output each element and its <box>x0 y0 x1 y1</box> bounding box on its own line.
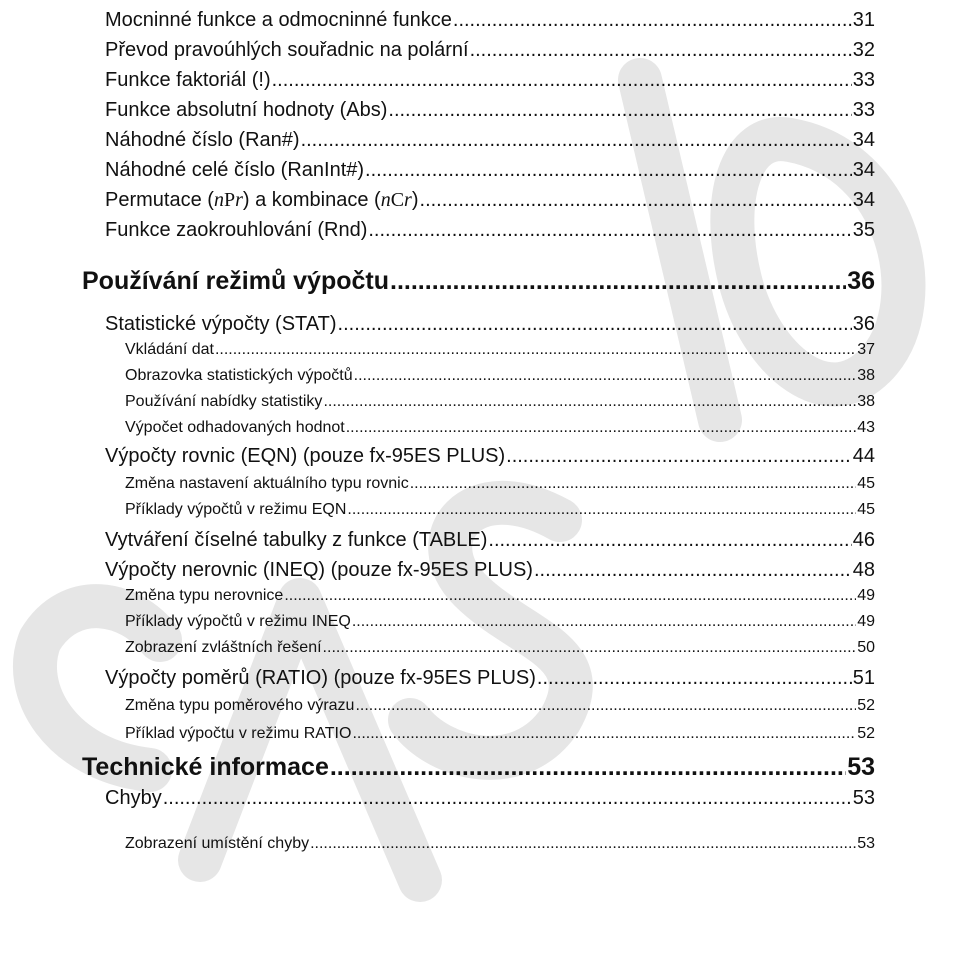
toc-leader-dots <box>453 6 852 34</box>
toc-entry[interactable] <box>105 556 875 584</box>
toc-title-part: Funkce zaokrouhlování (Rnd) <box>105 219 368 241</box>
toc-entry[interactable] <box>82 264 875 298</box>
toc-title-part: Výpočty poměrů (RATIO) (pouze fx-95ES PLUS) <box>105 667 536 689</box>
toc-entry[interactable] <box>105 156 875 184</box>
toc-title-part: Používání režimů výpočtu <box>82 267 390 295</box>
toc-entry[interactable] <box>105 96 875 124</box>
toc-entry-title <box>125 416 345 440</box>
toc-leader-dots <box>163 784 852 812</box>
toc-title-part: Změna nastavení aktuálního typu rovnic <box>125 475 409 492</box>
toc-page-number: 45 <box>857 501 875 518</box>
toc-page-number: 48 <box>852 559 875 581</box>
toc-leader-dots <box>352 722 856 746</box>
toc-title-part: P <box>223 189 236 211</box>
toc-entry[interactable] <box>125 472 875 496</box>
toc-leader-dots <box>354 364 857 388</box>
toc-title-part: Výpočet odhadovaných hodnot <box>125 419 345 436</box>
toc-page-number: 34 <box>852 189 875 211</box>
toc-page-number: 33 <box>852 99 875 121</box>
toc-entry-title <box>105 310 337 338</box>
toc-entry[interactable] <box>105 126 875 154</box>
toc-entry[interactable] <box>105 6 875 34</box>
toc-page-number: 53 <box>847 753 875 781</box>
toc-entry-title <box>125 364 353 388</box>
toc-entry[interactable] <box>125 694 875 718</box>
toc-entry[interactable] <box>125 610 875 634</box>
toc-title-part: Výpočty rovnic (EQN) (pouze fx-95ES PLUS) <box>105 445 506 467</box>
toc-entry-title <box>105 664 536 692</box>
toc-entry[interactable] <box>105 784 875 812</box>
toc-entry[interactable] <box>125 722 875 746</box>
toc-leader-dots <box>330 750 846 784</box>
toc-leader-dots <box>410 472 856 496</box>
toc-leader-dots <box>347 498 856 522</box>
toc-entry-title <box>82 264 389 298</box>
toc-entry[interactable] <box>105 186 875 214</box>
toc-leader-dots <box>215 338 856 362</box>
toc-title-part: Příklad výpočtu v režimu RATIO <box>125 725 352 742</box>
toc-title-part: Funkce faktoriál (!) <box>105 69 271 91</box>
toc-leader-dots <box>310 832 856 856</box>
toc-title-part: n <box>213 189 224 211</box>
toc-page-number: 36 <box>852 313 875 335</box>
toc-title-part: Chyby <box>105 787 162 809</box>
toc-page-number: 35 <box>852 219 875 241</box>
toc-leader-dots <box>323 390 856 414</box>
toc-page-number: 32 <box>852 39 875 61</box>
toc-leader-dots <box>301 126 852 154</box>
toc-entry-title <box>105 556 533 584</box>
toc-title-part: ) <box>411 189 419 211</box>
toc-title-part: Změna typu nerovnice <box>125 587 284 604</box>
toc-entry[interactable] <box>105 310 875 338</box>
toc-leader-dots <box>470 36 852 64</box>
toc-title-part: n <box>380 189 391 211</box>
toc-title-part: Vytváření číselné tabulky z funkce (TABLE) <box>105 529 488 551</box>
toc-entry-title <box>125 636 322 660</box>
toc-entry-title <box>82 750 329 784</box>
toc-entry-title <box>105 6 452 34</box>
toc-title-part: Převod pravoúhlých souřadnic na polární <box>105 39 469 61</box>
toc-entry[interactable] <box>125 390 875 414</box>
toc-leader-dots <box>352 610 856 634</box>
toc-entry[interactable] <box>125 636 875 660</box>
toc-title-part: Obrazovka statistických výpočtů <box>125 367 353 384</box>
toc-entry[interactable] <box>105 664 875 692</box>
toc-entry-title <box>105 216 367 244</box>
toc-entry-title <box>125 390 322 414</box>
toc-entry-title <box>105 126 300 154</box>
toc-entry[interactable] <box>125 416 875 440</box>
toc-page-number: 37 <box>857 341 875 358</box>
toc-title-part: Příklady výpočtů v režimu INEQ <box>125 613 351 630</box>
toc-entry-title <box>125 610 351 634</box>
toc-title-part: Příklady výpočtů v režimu EQN <box>125 501 347 518</box>
toc-title-part: Funkce absolutní hodnoty (Abs) <box>105 99 388 121</box>
toc-leader-dots <box>388 96 851 124</box>
toc-entry-title <box>125 584 283 608</box>
toc-page-number: 49 <box>857 587 875 604</box>
toc-page-number: 50 <box>857 639 875 656</box>
toc-page-number: 53 <box>857 835 875 852</box>
toc-entry-title <box>125 472 409 496</box>
toc-title-part: C <box>390 189 405 211</box>
toc-page-number: 49 <box>857 613 875 630</box>
toc-page-number: 52 <box>857 725 875 742</box>
toc-leader-dots <box>368 216 851 244</box>
toc-title-part: Náhodné celé číslo (RanInt#) <box>105 159 365 181</box>
toc-page-number: 51 <box>852 667 875 689</box>
toc-entry-title <box>105 66 271 94</box>
toc-page-number: 31 <box>852 9 875 31</box>
toc-title-part: Technické informace <box>82 753 329 781</box>
toc-leader-dots <box>420 186 852 214</box>
toc-title-part: Náhodné číslo (Ran#) <box>105 129 300 151</box>
toc-leader-dots <box>272 66 852 94</box>
toc-entry-title <box>105 186 419 214</box>
toc-entry-title <box>125 338 214 362</box>
toc-leader-dots <box>365 156 852 184</box>
toc-entry-title <box>105 36 469 64</box>
toc-title-part: ) a kombinace ( <box>242 189 381 211</box>
toc-entry-title <box>105 156 364 184</box>
toc-title-part: Mocninné funkce a odmocninné funkce <box>105 9 452 31</box>
toc-entry[interactable] <box>125 338 875 362</box>
toc-entry[interactable] <box>105 526 875 554</box>
toc-entry-title <box>125 694 354 718</box>
toc-entry-title <box>105 784 162 812</box>
toc-entry[interactable] <box>125 832 875 856</box>
toc-entry[interactable] <box>82 750 875 784</box>
toc-title-part: Vkládání dat <box>125 341 214 358</box>
toc-page-number: 38 <box>857 367 875 384</box>
toc-title-part: Zobrazení zvláštních řešení <box>125 639 322 656</box>
toc-entry[interactable] <box>105 216 875 244</box>
toc-entry[interactable] <box>125 498 875 522</box>
toc-leader-dots <box>534 556 852 584</box>
toc-title-part: Výpočty nerovnic (INEQ) (pouze fx-95ES PLUS) <box>105 559 533 581</box>
toc-entry[interactable] <box>105 36 875 64</box>
toc-page-number: 52 <box>857 697 875 714</box>
toc-title-part: Zobrazení umístění chyby <box>125 835 310 852</box>
toc-page-number: 45 <box>857 475 875 492</box>
toc-entry-title <box>125 722 351 746</box>
toc-title-part: Používání nabídky statistiky <box>125 393 323 410</box>
toc-entry-title <box>125 832 309 856</box>
toc-entry-title <box>105 526 487 554</box>
toc-leader-dots <box>338 310 852 338</box>
toc-title-part: r <box>404 189 412 211</box>
toc-page-number: 44 <box>852 445 875 467</box>
toc-page-number: 36 <box>847 267 875 295</box>
toc-page-number: 34 <box>852 129 875 151</box>
toc-page-number: 33 <box>852 69 875 91</box>
toc-entry[interactable] <box>105 66 875 94</box>
toc-title-part: Změna typu poměrového výrazu <box>125 697 355 714</box>
toc-leader-dots <box>284 584 856 608</box>
toc-leader-dots <box>537 664 852 692</box>
toc-leader-dots <box>355 694 856 718</box>
toc-leader-dots <box>323 636 857 660</box>
toc-leader-dots <box>506 442 852 470</box>
toc-title-part: Statistické výpočty (STAT) <box>105 313 337 335</box>
toc-page-number: 34 <box>852 159 875 181</box>
toc-title-part: r <box>235 189 243 211</box>
toc-title-part: Permutace ( <box>105 189 214 211</box>
toc-entry-title <box>105 442 505 470</box>
toc-leader-dots <box>390 264 846 298</box>
toc-leader-dots <box>346 416 856 440</box>
toc-entry-title <box>125 498 346 522</box>
toc-page-number: 53 <box>852 787 875 809</box>
toc-entry[interactable] <box>125 364 875 388</box>
toc-entry[interactable] <box>125 584 875 608</box>
toc-entry[interactable] <box>105 442 875 470</box>
toc-leader-dots <box>488 526 851 554</box>
toc-page-number: 38 <box>857 393 875 410</box>
toc-entry-title <box>105 96 387 124</box>
toc-page-number: 46 <box>852 529 875 551</box>
toc-page-number: 43 <box>857 419 875 436</box>
